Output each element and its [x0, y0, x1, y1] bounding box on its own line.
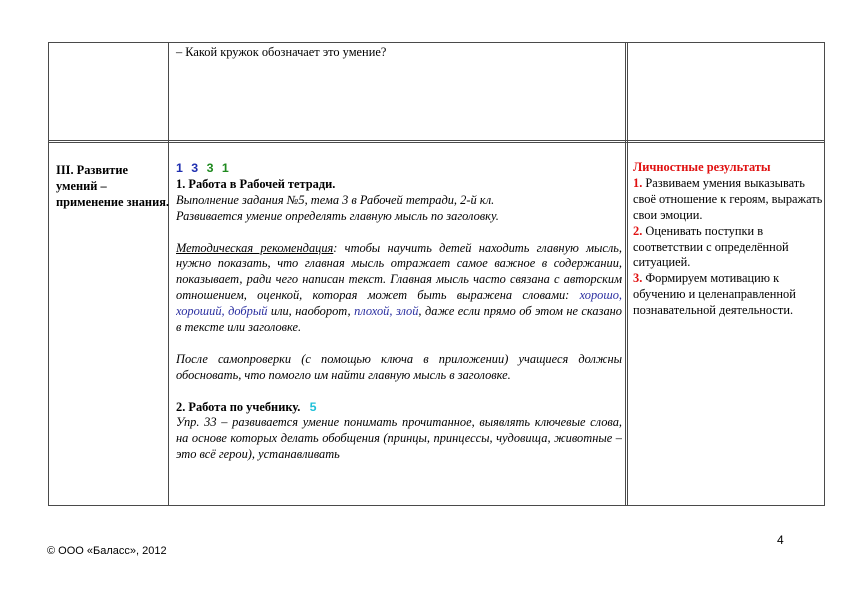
self-check-text: После самопроверки (с помощью ключа в приложении) учащиеся должны обосновать, что помогло им найти главную мысль в заголовке.: [176, 351, 622, 382]
skill-number: 1: [221, 161, 230, 175]
result-text: Оценивать поступки в соответствии с определённой ситуацией.: [633, 223, 789, 270]
method-text: , даже если прямо об этом не сказано в тексте или заголовке.: [176, 304, 622, 335]
question-text: – Какой кружок обозначает это умение?: [176, 45, 387, 59]
activity-cell: [176, 161, 622, 504]
results-title: Личностные результаты: [633, 160, 771, 174]
stage-cell: [56, 163, 171, 211]
result-item: [633, 176, 823, 224]
method-label: Методическая рекомендация: [176, 240, 334, 255]
result-text: Развиваем умения выказывать своё отношение к героям, выражать свои эмоции.: [633, 175, 823, 222]
column-divider: [625, 43, 628, 505]
stage-title: III. Развитие умений – применение знания.: [56, 163, 170, 209]
task1-line: Выполнение задания №5, тема 3 в Рабочей тетради, 2-й кл.: [176, 192, 495, 207]
result-number: 2.: [633, 223, 643, 238]
page-number: 4: [777, 533, 784, 547]
task1-line: Развивается умение определять главную мысль по заголовку.: [176, 208, 499, 223]
skill-number: 3: [191, 161, 199, 175]
row1-content-cell: [176, 45, 626, 61]
method-text: или, наоборот,: [267, 304, 355, 319]
result-item: [633, 271, 823, 319]
skill-number: 3: [206, 161, 214, 175]
skill-number: 5: [309, 399, 318, 414]
result-number: 1.: [633, 175, 643, 190]
keyword: хорошо, хороший, добрый: [176, 288, 622, 319]
results-cell: [633, 160, 823, 319]
task2-title: 2. Работа по учебнику.: [176, 399, 301, 414]
task1-title: 1. Работа в Рабочей тетради.: [176, 176, 336, 191]
copyright-footer: © ООО «Баласс», 2012: [47, 545, 167, 557]
task2-title-line: [176, 400, 622, 416]
column-divider: [168, 43, 169, 505]
result-item: [633, 224, 823, 272]
method-text: : чтобы научить детей находить главную мысль, нужно показать, что главная мысль отражает самое важное в содержании, показывает, ради чего написан текст. Главная мысль часто связана с авторским отношением, оценкой, которая может быть выражена словами:: [176, 240, 622, 303]
method-recommendation: [176, 241, 622, 336]
keyword: плохой, злой: [354, 304, 419, 319]
skill-number: 1: [176, 161, 184, 175]
result-text: Формируем мотивацию к обучению и целенаправленной познавательной деятельности.: [633, 271, 796, 318]
skill-circle-numbers: [176, 161, 622, 177]
result-number: 3.: [633, 271, 643, 286]
task2-text: Упр. 33 – развивается умение понимать прочитанное, выявлять ключевые слова, на основе которых делать обобщения (принцы, принцессы, чудовища, животные – это всё герои), устанавливать: [176, 415, 622, 462]
lesson-table: [48, 42, 825, 506]
row-divider: [49, 140, 824, 143]
